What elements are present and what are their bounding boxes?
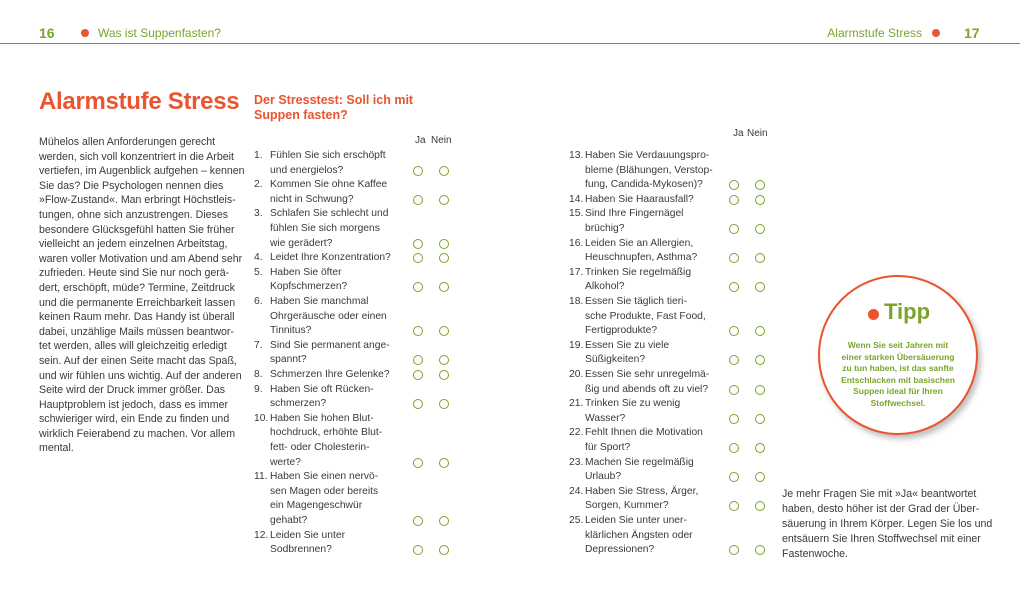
question-line: Haben Sie Haarausfall? bbox=[585, 193, 694, 205]
question-text bbox=[585, 514, 693, 558]
question-line: bleme (Blähungen, Verstop- bbox=[585, 164, 713, 176]
intro-line: wirklich Feierabend zu machen. Vor allem bbox=[39, 427, 236, 440]
question-line: ßig und abends oft zu viel? bbox=[585, 383, 709, 395]
question-line: Kommen Sie ohne Kaffee bbox=[270, 179, 388, 191]
conclusion-line: säuerung in Ihrem Körper. Legen Sie los und bbox=[782, 518, 993, 530]
intro-line: Hauptproblem ist jedoch, dass es immer bbox=[39, 398, 229, 411]
intro-line: mental. bbox=[39, 442, 74, 455]
question-number: 10. bbox=[254, 412, 269, 424]
tipp-bullet-icon bbox=[868, 309, 879, 320]
question-line: Leidet Ihre Konzentration? bbox=[270, 252, 391, 264]
question-text bbox=[585, 207, 683, 236]
question-line: Haben Sie manchmal bbox=[270, 296, 369, 307]
conclusion-line: Je mehr Fragen Sie mit »Ja« beantwortet bbox=[782, 488, 977, 500]
question-text bbox=[270, 266, 347, 295]
question-text bbox=[270, 207, 389, 251]
question-item bbox=[254, 470, 434, 528]
question-text bbox=[270, 149, 386, 178]
answer-no-radio[interactable] bbox=[439, 458, 449, 468]
question-number: 4. bbox=[254, 252, 263, 264]
intro-line: keinen Raum mehr. Das Handy ist überall bbox=[39, 311, 235, 324]
question-line: Essen Sie täglich tieri- bbox=[585, 296, 687, 307]
question-line: Leiden Sie an Allergien, bbox=[585, 237, 694, 249]
question-line: Schlafen Sie schlecht und bbox=[270, 208, 389, 220]
intro-line: Mühelos allen Anforderungen gerecht bbox=[39, 136, 216, 148]
question-number: 19. bbox=[569, 339, 584, 351]
intro-line: dert, erschöpft, müde? Termine, Zeitdruck bbox=[39, 281, 235, 294]
question-text bbox=[585, 339, 669, 368]
intro-line: und die permanente Erreichbarkeit lassen bbox=[39, 296, 236, 309]
question-line: werte? bbox=[270, 456, 301, 468]
question-number: 17. bbox=[569, 266, 584, 278]
answer-yes-radio[interactable] bbox=[413, 166, 423, 176]
question-number: 7. bbox=[254, 339, 263, 351]
question-item bbox=[569, 426, 749, 455]
stresstest-title-line: Der Stresstest: Soll ich mit bbox=[254, 93, 414, 107]
conclusion-line: entsäuern Sie Ihren Stoffwechsel mit einer bbox=[782, 533, 981, 545]
question-item bbox=[569, 456, 749, 485]
question-line: sche Produkte, Fast Food, bbox=[585, 310, 706, 322]
question-line: Heuschnupfen, Asthma? bbox=[585, 252, 698, 264]
question-text bbox=[270, 412, 382, 470]
conclusion-line: Fastenwoche. bbox=[782, 548, 848, 560]
question-line: fett- oder Cholesterin- bbox=[270, 441, 370, 453]
intro-line: sein. Auf der einen Seite macht das Spaß, bbox=[39, 354, 237, 367]
answer-no-radio[interactable] bbox=[755, 326, 765, 336]
question-line: Machen Sie regelmäßig bbox=[585, 456, 694, 468]
intro-line: besondere Glücksgefühl hatten Sie früher bbox=[39, 223, 235, 236]
question-text bbox=[270, 295, 387, 339]
answer-no-radio[interactable] bbox=[755, 282, 765, 292]
question-number: 25. bbox=[569, 515, 584, 526]
question-text bbox=[270, 529, 345, 558]
answer-yes-radio[interactable] bbox=[413, 239, 423, 249]
question-item bbox=[254, 207, 434, 251]
answer-yes-radio[interactable] bbox=[729, 443, 739, 453]
question-item bbox=[254, 529, 434, 558]
question-line: Essen Sie zu viele bbox=[585, 339, 670, 351]
question-line: Wasser? bbox=[585, 412, 626, 424]
question-line: nicht in Schwung? bbox=[270, 193, 354, 205]
question-line: Leiden Sie unter bbox=[270, 529, 345, 541]
intro-line: Sie das? Die Psychologen nennen dies bbox=[39, 179, 224, 192]
question-text bbox=[585, 456, 694, 485]
tipp-title: Tipp bbox=[884, 299, 931, 324]
stresstest-title bbox=[254, 93, 413, 123]
answer-no-radio[interactable] bbox=[755, 385, 765, 395]
answer-yes-radio[interactable] bbox=[413, 195, 423, 205]
question-line: Fertigprodukte? bbox=[585, 325, 658, 337]
question-line: fühlen Sie sich morgens bbox=[270, 222, 380, 234]
question-line: Sind Sie permanent ange- bbox=[270, 339, 390, 351]
question-number: 5. bbox=[254, 266, 263, 278]
intro-line: Seite wird der Druck immer größer. Das bbox=[39, 384, 226, 397]
answer-no-radio[interactable] bbox=[755, 253, 765, 263]
answer-no-radio[interactable] bbox=[755, 443, 765, 453]
question-line: Fehlt Ihnen die Motivation bbox=[585, 427, 703, 439]
question-line: Ohrgeräusche oder einen bbox=[270, 310, 387, 322]
question-line: Leiden Sie unter uner- bbox=[585, 515, 687, 526]
answer-no-radio[interactable] bbox=[755, 472, 765, 482]
question-item bbox=[254, 149, 434, 178]
answer-no-radio[interactable] bbox=[755, 180, 765, 190]
answer-yes-radio[interactable] bbox=[729, 414, 739, 424]
question-number: 22. bbox=[569, 427, 584, 439]
answer-no-radio[interactable] bbox=[439, 239, 449, 249]
question-line: Trinken Sie regelmäßig bbox=[585, 266, 692, 278]
intro-line: zufrieden. Heute sind Sie nur noch gerä- bbox=[39, 267, 230, 280]
right-page-number: 17 bbox=[964, 25, 980, 41]
question-text bbox=[585, 485, 698, 514]
no-column-header-left: Nein bbox=[431, 135, 452, 146]
conclusion-line: haben, desto höher ist der Grad der Über- bbox=[782, 503, 980, 515]
question-line: Alkohol? bbox=[585, 281, 625, 293]
question-item bbox=[569, 237, 749, 266]
question-item bbox=[254, 368, 434, 383]
answer-yes-radio[interactable] bbox=[729, 224, 739, 234]
question-number: 18. bbox=[569, 296, 584, 307]
no-column-header-right: Nein bbox=[747, 128, 768, 139]
question-line: Fühlen Sie sich erschöpft bbox=[270, 150, 386, 161]
answer-no-radio[interactable] bbox=[439, 195, 449, 205]
question-line: Schmerzen Ihre Gelenke? bbox=[270, 369, 390, 380]
question-number: 20. bbox=[569, 369, 584, 380]
question-line: Tinnitus? bbox=[270, 325, 312, 337]
right-header-bullet-icon bbox=[932, 29, 940, 37]
question-text bbox=[585, 237, 697, 266]
question-line: fung, Candida-Mykosen)? bbox=[585, 179, 703, 191]
header-rule bbox=[0, 43, 1020, 44]
answer-yes-radio[interactable] bbox=[729, 385, 739, 395]
question-text bbox=[270, 368, 390, 383]
answer-no-radio[interactable] bbox=[439, 370, 449, 380]
question-text bbox=[270, 383, 374, 412]
answer-no-radio[interactable] bbox=[755, 501, 765, 511]
answer-no-radio[interactable] bbox=[439, 253, 449, 263]
question-text bbox=[585, 193, 694, 208]
question-number: 3. bbox=[254, 208, 263, 220]
question-item bbox=[569, 339, 749, 368]
question-line: ein Magengeschwür bbox=[270, 500, 363, 512]
question-item bbox=[569, 266, 749, 295]
question-text bbox=[270, 470, 378, 528]
question-line: wie gerädert? bbox=[270, 237, 333, 249]
question-item bbox=[569, 397, 749, 426]
question-line: Haben Sie Verdauungspro- bbox=[585, 150, 710, 161]
tipp-line: Entschlacken mit basischen bbox=[841, 374, 955, 385]
question-line: Sodbrennen? bbox=[270, 544, 332, 556]
question-text bbox=[585, 368, 709, 397]
question-item bbox=[254, 339, 434, 368]
intro-line: vielleicht an jedem einzelnen Arbeitstag, bbox=[39, 238, 228, 251]
question-item bbox=[569, 149, 749, 193]
question-line: gehabt? bbox=[270, 514, 308, 526]
question-line: Haben Sie einen nervö- bbox=[270, 471, 379, 483]
tipp-text bbox=[830, 340, 966, 409]
tipp-box bbox=[818, 275, 978, 435]
question-text bbox=[585, 149, 713, 193]
question-text bbox=[270, 178, 387, 207]
question-line: Essen Sie sehr unregelmä- bbox=[585, 369, 710, 380]
intro-paragraph bbox=[39, 135, 244, 456]
question-line: Sorgen, Kummer? bbox=[585, 500, 669, 512]
question-line: Trinken Sie zu wenig bbox=[585, 398, 681, 410]
answer-yes-radio[interactable] bbox=[413, 516, 423, 526]
question-number: 12. bbox=[254, 529, 269, 541]
answer-no-radio[interactable] bbox=[439, 326, 449, 336]
question-line: brüchig? bbox=[585, 222, 625, 234]
intro-line: waren voller Motivation und am Abend sehr bbox=[39, 252, 243, 265]
question-line: Urlaub? bbox=[585, 471, 622, 483]
answer-no-radio[interactable] bbox=[755, 224, 765, 234]
answer-no-radio[interactable] bbox=[755, 355, 765, 365]
answer-no-radio[interactable] bbox=[439, 355, 449, 365]
question-text bbox=[585, 295, 706, 339]
question-line: Haben Sie öfter bbox=[270, 266, 342, 278]
intro-line: vertiefen, im Augenblick aufgehen – kennen bbox=[39, 165, 245, 178]
question-line: für Sport? bbox=[585, 441, 631, 453]
question-line: Süßigkeiten? bbox=[585, 354, 646, 366]
question-item bbox=[569, 485, 749, 514]
intro-line: tungen, ohne sich anzustrengen. Dieses bbox=[39, 208, 229, 221]
tipp-line: einer starken Übersäuerung bbox=[841, 351, 955, 362]
yes-column-header-right: Ja bbox=[733, 128, 744, 139]
question-text bbox=[270, 251, 391, 266]
question-line: Depressionen? bbox=[585, 544, 655, 556]
page-title: Alarmstufe Stress bbox=[39, 88, 240, 115]
question-number: 1. bbox=[254, 150, 263, 161]
question-line: spannt? bbox=[270, 354, 307, 366]
question-item bbox=[254, 251, 434, 266]
question-number: 8. bbox=[254, 369, 263, 380]
question-item bbox=[254, 412, 434, 470]
left-header-bullet-icon bbox=[81, 29, 89, 37]
answer-no-radio[interactable] bbox=[439, 282, 449, 292]
intro-line: schwieriger wird, ein Ende zu finden und bbox=[39, 413, 230, 426]
question-number: 6. bbox=[254, 296, 263, 307]
question-line: Sind Ihre Fingernägel bbox=[585, 208, 684, 220]
question-line: schmerzen? bbox=[270, 398, 327, 410]
stresstest-title-line: Suppen fasten? bbox=[254, 108, 348, 122]
answer-no-radio[interactable] bbox=[755, 195, 765, 205]
answer-no-radio[interactable] bbox=[439, 399, 449, 409]
left-page-number: 16 bbox=[39, 25, 55, 41]
question-line: Haben Sie Stress, Ärger, bbox=[585, 485, 699, 497]
intro-line: werden, sich voll konzentriert in die Arbeit bbox=[39, 150, 234, 163]
question-line: sen Magen oder bereits bbox=[270, 485, 379, 497]
answer-no-radio[interactable] bbox=[439, 545, 449, 555]
question-item bbox=[569, 368, 749, 397]
question-number: 14. bbox=[569, 193, 584, 205]
intro-line: tet werden, alles will gleichzeitig erledigt bbox=[39, 340, 227, 353]
left-section-title: Was ist Suppenfasten? bbox=[98, 26, 221, 40]
question-text bbox=[585, 426, 703, 455]
question-number: 13. bbox=[569, 150, 584, 161]
question-item bbox=[569, 207, 749, 236]
question-number: 9. bbox=[254, 383, 263, 395]
answer-no-radio[interactable] bbox=[755, 545, 765, 555]
question-number: 21. bbox=[569, 398, 584, 410]
question-item bbox=[569, 514, 749, 558]
conclusion-paragraph bbox=[782, 487, 993, 562]
right-section-title: Alarmstufe Stress bbox=[827, 26, 922, 40]
tipp-line: Suppen ideal für Ihren bbox=[853, 386, 943, 396]
question-item bbox=[254, 295, 434, 339]
question-number: 2. bbox=[254, 179, 263, 191]
question-item bbox=[254, 178, 434, 207]
intro-line: und wir fühlen uns wichtig. Auf der anderen bbox=[39, 369, 242, 382]
intro-line: »Flow-Zustand«. Man erbringt Höchstleis- bbox=[39, 194, 236, 207]
question-item bbox=[569, 295, 749, 339]
answer-no-radio[interactable] bbox=[439, 516, 449, 526]
question-line: Haben Sie hohen Blut- bbox=[270, 412, 374, 424]
tipp-line: Wenn Sie seit Jahren mit bbox=[847, 340, 949, 350]
intro-line: dabei, unzählige Mails müssen beantwor- bbox=[39, 325, 234, 338]
question-text bbox=[585, 397, 680, 426]
question-number: 23. bbox=[569, 456, 584, 468]
question-line: Kopfschmerzen? bbox=[270, 281, 348, 293]
question-text bbox=[270, 339, 390, 368]
answer-no-radio[interactable] bbox=[439, 166, 449, 176]
question-item bbox=[254, 383, 434, 412]
answer-no-radio[interactable] bbox=[755, 414, 765, 424]
tipp-line: zu tun haben, ist das sanfte bbox=[842, 363, 954, 373]
answer-yes-radio[interactable] bbox=[413, 370, 423, 380]
question-number: 24. bbox=[569, 485, 584, 497]
question-line: hochdruck, erhöhte Blut- bbox=[270, 427, 383, 439]
question-line: und energielos? bbox=[270, 164, 344, 176]
question-line: klärlichen Ängsten oder bbox=[585, 529, 693, 541]
answer-yes-radio[interactable] bbox=[413, 458, 423, 468]
question-item bbox=[254, 266, 434, 295]
question-text bbox=[585, 266, 691, 295]
answer-yes-radio[interactable] bbox=[729, 195, 739, 205]
tipp-line: Stoffwechsel. bbox=[870, 397, 926, 408]
question-item bbox=[569, 193, 749, 208]
yes-column-header-left: Ja bbox=[415, 135, 426, 146]
question-number: 16. bbox=[569, 237, 584, 249]
question-number: 11. bbox=[254, 471, 268, 483]
question-line: Haben Sie oft Rücken- bbox=[270, 383, 374, 395]
question-number: 15. bbox=[569, 208, 584, 220]
